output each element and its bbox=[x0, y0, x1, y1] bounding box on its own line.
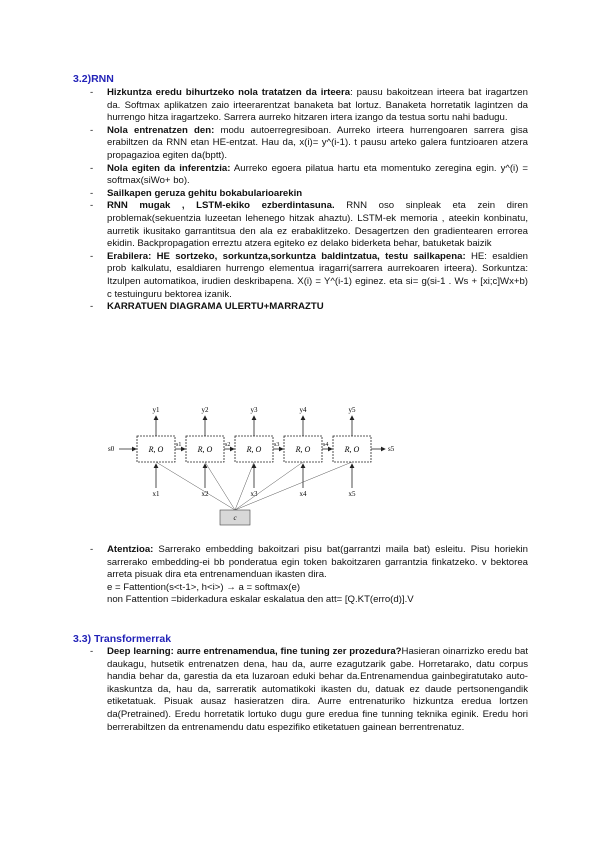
input-label: x1 bbox=[152, 490, 160, 498]
item-text: modu autoerregresiboan. Aurreko irteera hurrengoaren sarrera gisa erabiltzen da RNN etan HE-entzat. Hau da, x(i)= y^(i-1). t pausu arteko galera funtzioaren atzera propagazioa egiten da(bptt). bbox=[107, 124, 529, 161]
item-heading: Sailkapen geruza gehitu bokabularioarekin bbox=[107, 187, 303, 199]
item-heading: Hizkuntza eredu bihurtzeko nola tratatzen da irteera bbox=[107, 87, 351, 98]
context-link bbox=[235, 462, 352, 510]
end-state-label: s5 bbox=[388, 445, 395, 453]
section-title-rnn: 3.2)RNN bbox=[73, 73, 114, 85]
context-vector-label: c bbox=[233, 514, 237, 522]
transformer-bullet-list bbox=[73, 646, 528, 734]
input-label: x5 bbox=[348, 490, 356, 498]
output-label: y5 bbox=[348, 406, 356, 414]
item-heading: Nola egiten da inferentzia: bbox=[107, 162, 231, 174]
item-heading: KARRATUEN DIAGRAMA ULERTU+MARRAZTU bbox=[107, 301, 324, 313]
attention-formula: e = Fattention(s<t-1>, h<i>) → a = softmax(e) bbox=[107, 581, 301, 593]
output-label: y2 bbox=[201, 406, 209, 414]
item-text: Aurreko egoera pilatua hartu eta momentuko zeregina egin. y^(i) = softmax(siWo+ bo). bbox=[107, 162, 528, 187]
list-item: - RNN mugak , LSTM-ekiko ezberdintasuna. RNN oso sinpleak eta zein diren problemak(sekuentzia luzeetan lehenego hitzak ahaztu). LSTM-ek memoria , ateekin konbinatu, aurretik ikusitako garrantitsua den ala ez erabaklitzeko. Desagertzen den gradientearen errorea ekidin. Backpropagation erreztu atzera egiteko ez delako biderketa behar, batuketak baizik bbox=[90, 200, 528, 250]
input-label: x3 bbox=[250, 490, 258, 498]
item-text: : pausu bakoitzean irteera bat iragartzen da. Softmax aplikatzen zaio irteerarentzat banaketa bat lortuz. Banaketa horretatik lagintzen da hurrengo hitza iragartzeko. Sarrera aurreko hitzaren irtera izango da testua sortu nahi badugu. bbox=[107, 87, 528, 124]
context-link bbox=[205, 462, 235, 510]
attention-bullet-list bbox=[73, 544, 528, 607]
context-link bbox=[156, 462, 235, 510]
list-item: - Deep learning: aurre entrenamendua, fine tuning zer prozedura?Hasieran oinarrizko eredu bat daukagu, hutsetik entrenatzen dena, hau da, aurre ezagutzarik gabe. Horretarako, datu corpus handia behar da, garestia da eta luzaroan eduki behar da.Entrenamendua gainbegiratutako auto-ikaskuntza da, hau da, sarreratik automatikoki ikasten du, datuak ez daude pertsonengandik etiketatuak. Pisuak ausaz hasieratzen dira. Aurre entrenaturiko hizkuntza eredua lortzen da(Pretrained). Eredu horretatik lortuko dugu gure eredua fine tunning teknika eginik. Eredu hori berrerabiltzen da entrenamendu datu espezifiko etiketatuen gainean berrentrenatuz. bbox=[90, 646, 528, 733]
context-link bbox=[235, 462, 254, 510]
item-text: RNN oso sinpleak eta zein diren problemak(sekuentzia luzeetan lehenego hitzak ahaztu). LSTM-ek memoria , ateekin konbinatu, aurretik ikusitako garrantitsua den ala ez erabaklitzeko. Desagertzen den gradientearen errorea ekidin. Backpropagation erreztu atzera egiteko ez delako biderketa behar, batuketak baizik bbox=[107, 200, 528, 250]
section-title-transformers: 3.3) Transformerrak bbox=[73, 633, 172, 645]
state-label: s4 bbox=[323, 442, 329, 448]
attention-definition: non Fattention =biderkadura eskalar eskalatua den att= [Q.KT(erro(d)].V bbox=[107, 594, 414, 606]
list-item: - Atentzioa: Sarrerako embedding bakoitzari pisu bat(garrantzi maila bat) esleitu. Pisu horiekin sarrerako embedding-ei bb ponderatua egin token bakoitzaren garrantzia finkatzeko. v bektorea arreta pisuak dira eta entrenamenduan ikasten dira. e = Fattention(s<t-1>, h<i>) → a = softmax(e) non Fattention =biderkadura eskalar eskalatua den att= [Q.KT(erro(d)].V bbox=[90, 544, 528, 606]
state-label: s1 bbox=[176, 442, 182, 448]
list-item: - Nola egiten da inferentzia: Aurreko egoera pilatua hartu eta momentuko zeregina egin. y^(i) = softmax(siWo+ bo). bbox=[90, 162, 528, 187]
rnn-unrolled-diagram bbox=[104, 394, 414, 530]
rnn-bullet-list bbox=[73, 87, 528, 314]
output-label: y3 bbox=[250, 406, 258, 414]
item-text: Sarrerako embedding bakoitzari pisu bat(garrantzi maila bat) esleitu. Pisu horiekin sarrerako embedding-ei bb ponderatua egin token bakoitzaren garrantzia finkatzeko. v bektorea arreta pisuak dira eta entrenamenduan ikasten dira. bbox=[107, 544, 528, 581]
rnn-cell-label: R, O bbox=[295, 445, 311, 454]
item-heading: Atentzioa: bbox=[107, 544, 154, 555]
rnn-cell-label: R, O bbox=[344, 445, 360, 454]
item-heading: Erabilera: HE sortzeko, sorkuntza,sorkuntza baldintzatua, testu sailkapena: bbox=[107, 250, 466, 262]
output-label: y4 bbox=[299, 406, 307, 414]
item-text: HE: esaldien prob kalkulatu, esaldiaren hurrengo elementua iragarri(sarrera aurrekoaren irteera). Sorkuntza: Itzulpen automatikoa, irudien deskribapena. X(i) = Y^(i-1) eginez. eta si= g(si-1 . Ws + [xi;c]Wx+b) c testuinguru bektorea izanik. bbox=[107, 250, 528, 300]
item-heading: Deep learning: aurre entrenamendua, fine tuning zer prozedura? bbox=[107, 646, 402, 657]
item-heading: Nola entrenatzen den: bbox=[107, 124, 215, 136]
output-label: y1 bbox=[152, 406, 160, 414]
input-label: x4 bbox=[299, 490, 307, 498]
rnn-cell-label: R, O bbox=[197, 445, 213, 454]
list-item: - KARRATUEN DIAGRAMA ULERTU+MARRAZTU bbox=[90, 301, 324, 313]
list-item: - Nola entrenatzen den: modu autoerregresiboan. Aurreko irteera hurrengoaren sarrera gisa erabiltzen da RNN etan HE-entzat. Hau da, x(i)= y^(i-1). t pausu arteko galera funtzioaren atzera propagazioa egiten da(bptt). bbox=[90, 124, 529, 161]
rnn-cell-label: R, O bbox=[246, 445, 262, 454]
list-item: - Hizkuntza eredu bihurtzeko nola tratatzen da irteera: pausu bakoitzean irteera bat iragartzen da. Softmax aplikatzen zaio irteerarentzat banaketa bat lortuz. Banaketa horretatik lagintzen da hurrengo hitza iragartzeko. Sarrera aurreko hitzaren irtera izango da testua sortu nahi badugu. bbox=[90, 87, 528, 124]
input-label: x2 bbox=[201, 490, 209, 498]
list-item: - Erabilera: HE sortzeko, sorkuntza,sorkuntza baldintzatua, testu sailkapena: HE: esaldien prob kalkulatu, esaldiaren hurrengo elementua iragarri(sarrera aurrekoaren irteera). Sorkuntza: Itzulpen automatikoa, irudien deskribapena. X(i) = Y^(i-1) eginez. eta si= g(si-1 . Ws + [xi;c]Wx+b) c testuinguru bektorea izanik. bbox=[90, 250, 528, 300]
state-label: s3 bbox=[274, 442, 280, 448]
context-link bbox=[235, 462, 303, 510]
start-state-label: s0 bbox=[108, 445, 115, 453]
rnn-cell-label: R, O bbox=[148, 445, 164, 454]
state-label: s2 bbox=[225, 442, 231, 448]
item-heading: RNN mugak , LSTM-ekiko ezberdintasuna. bbox=[107, 200, 335, 212]
list-item: - Sailkapen geruza gehitu bokabularioarekin bbox=[90, 187, 303, 199]
item-text: Hasieran oinarrizko eredu bat daukagu, hutsetik entrenatzen dena, hau da, aurre ezagutzarik gabe. Horretarako, datu corpus handia behar da, garestia da eta luzaroan eduki behar da.Entrenamendua gainbegiratutako auto-ikaskuntza da, hau da, sarreratik automatikoki ikasten du, datuak ez daude pertsonengandik etiketatuak. Pisuak ausaz hasieratzen dira. Aurre entrenaturiko hizkuntza eredua lortzen da(Pretrained). Eredu horretatik lortuko dugu gure eredua fine tunning teknika eginik. Eredu hori berrerabiltzen da entrenamendu datu espezifiko etiketatuen gainean berrentrenatuz. bbox=[107, 646, 528, 733]
